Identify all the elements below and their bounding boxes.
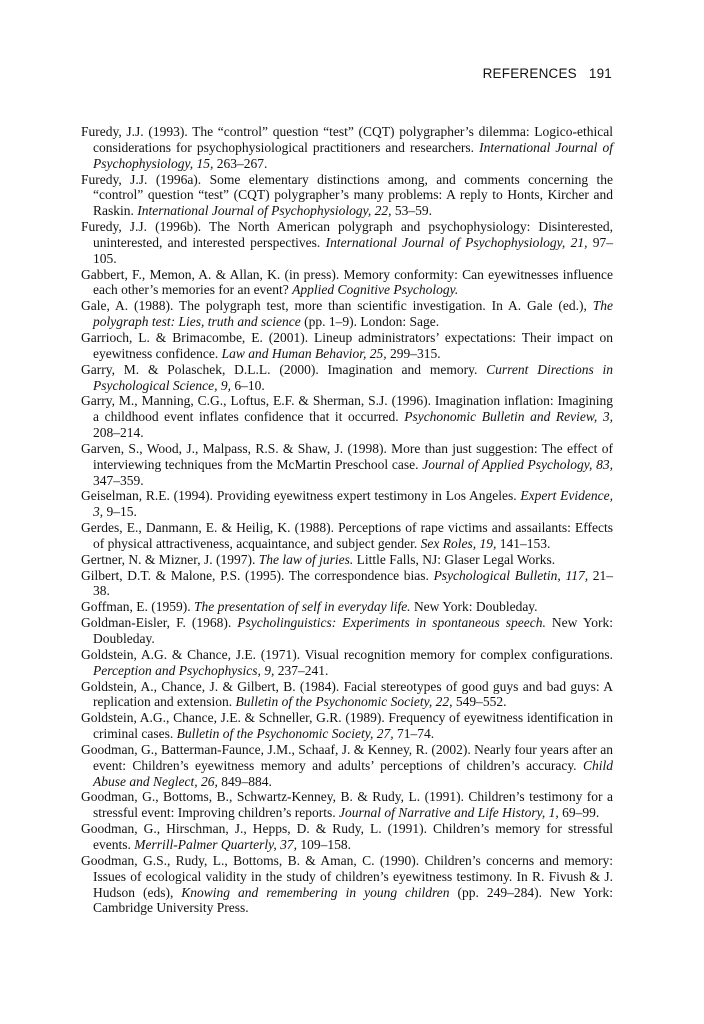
reference-entry [81, 742, 613, 790]
reference-text: Furedy, J.J. (1996b). The North American polygraph and psychophysiology: Disinterested, uninterested, and interested perspectives. [81, 219, 613, 250]
reference-entry [81, 520, 613, 552]
running-header [483, 66, 612, 81]
reference-entry [81, 172, 613, 220]
reference-text: Furedy, J.J. (1993). The “control” question “test” (CQT) polygrapher’s dilemma: Logico-ethical considerations for psychophysiological practitioners and researchers. [81, 124, 613, 155]
reference-source-italic: International Journal of Psychophysiology, 21, [325, 234, 588, 250]
reference-text: Geiselman, R.E. (1994). Providing eyewitness expert testimony in Los Angeles. [81, 488, 521, 504]
reference-text: 263–267. [213, 155, 268, 171]
reference-list [81, 124, 613, 916]
reference-entry [81, 615, 613, 647]
reference-source-italic: Psychonomic Bulletin and Review, 3, [404, 409, 613, 425]
reference-entry [81, 679, 613, 711]
reference-text: New York: Doubleday. [93, 615, 613, 646]
reference-text: Goodman, G., Bottoms, B., Schwartz-Kenney, B. & Rudy, L. (1991). Children’s testimony for a stressful event: Improving children’s reports. [81, 789, 613, 821]
reference-entry [81, 441, 613, 489]
reference-text: Gertner, N. & Mizner, J. (1997). [81, 551, 259, 567]
reference-entry [81, 647, 613, 679]
reference-text: Goldman-Eisler, F. (1968). [81, 615, 238, 631]
page-number: 191 [588, 66, 612, 81]
reference-entry [81, 362, 613, 394]
reference-text: 549–552. [452, 694, 507, 710]
reference-text: Goldstein, A.G. & Chance, J.E. (1971). Visual recognition memory for complex configurations. [81, 646, 613, 662]
reference-text: Goodman, G.S., Rudy, L., Bottoms, B. & Aman, C. (1990). Children’s concerns and memory: Issues of ecological validity in the study of children’s eyewitness testimony. In R. Fivush & J. Hudson (eds), [81, 852, 613, 900]
reference-source-italic: Psycholinguistics: Experiments in spontaneous speech. [237, 615, 546, 631]
reference-source-italic: International Journal of Psychophysiology, 22, [137, 203, 392, 219]
reference-entry [81, 552, 613, 568]
reference-text: 9–15. [103, 504, 137, 520]
reference-text: (pp. 1–9). London: Sage. [300, 314, 440, 330]
reference-entry [81, 330, 613, 362]
reference-text: 69–99. [558, 805, 600, 821]
reference-text: 299–315. [386, 345, 441, 361]
reference-source-italic: International Journal of Psychophysiology, 15, [93, 139, 613, 171]
reference-source-italic: Applied Cognitive Psychology. [292, 282, 459, 298]
reference-source-italic: The presentation of self in everyday life. [193, 599, 411, 615]
reference-text: Garry, M., Manning, C.G., Loftus, E.F. & Sherman, S.J. (1996). Imagination inflation: Imagining a childhood event inflates confidence that it occurred. [81, 393, 613, 425]
reference-text: Goldstein, A.G., Chance, J.E. & Schneller, G.R. (1989). Frequency of eyewitness identification in criminal cases. [81, 710, 613, 742]
reference-text: 6–10. [230, 377, 265, 393]
reference-source-italic: Perception and Psychophysics, 9, [93, 662, 275, 678]
reference-text: Goffman, E. (1959). [81, 599, 194, 615]
reference-source-italic: Merrill-Palmer Quarterly, 37, [134, 836, 297, 852]
reference-source-italic: Journal of Narrative and Life History, 1, [338, 805, 559, 821]
reference-entry [81, 267, 613, 299]
reference-entry [81, 393, 613, 441]
reference-source-italic: Expert Evidence, 3, [93, 488, 613, 520]
reference-source-italic: Bulletin of the Psychonomic Society, 27, [176, 726, 394, 742]
reference-text: New York: Doubleday. [410, 599, 538, 615]
reference-source-italic: Current Directions in Psychological Science, 9, [93, 361, 614, 393]
reference-text: Goodman, G., Batterman-Faunce, J.M., Schaaf, J. & Kenney, R. (2002). Nearly four years after an event: Children’s eyewitness memory and adults’ perceptions of children’s accuracy. [81, 741, 613, 773]
reference-text: Goldstein, A., Chance, J. & Gilbert, B. (1984). Facial stereotypes of good guys and bad guys: A replication and extension. [81, 678, 613, 710]
reference-text: 208–214. [93, 425, 144, 441]
reference-text: Garry, M. & Polaschek, D.L.L. (2000). Imagination and memory. [81, 361, 487, 377]
reference-source-italic: Law and Human Behavior, 25, [221, 345, 387, 361]
reference-text: Goodman, G., Hirschman, J., Hepps, D. & Rudy, L. (1991). Children’s memory for stressful events. [81, 821, 613, 852]
reference-text: Furedy, J.J. (1996a). Some elementary distinctions among, and comments concerning the “control” question “test” (CQT) polygrapher’s many problems: A reply to Honts, Kircher and Raskin. [81, 171, 613, 219]
reference-entry [81, 568, 613, 600]
reference-entry [81, 789, 613, 821]
reference-text: (pp. 249–284). New York: Cambridge University Press. [93, 884, 613, 916]
reference-source-italic: Knowing and remembering in young children [181, 884, 450, 900]
reference-source-italic: Psychological Bulletin, 117, [433, 567, 589, 583]
reference-text: 109–158. [296, 836, 351, 852]
reference-text: 97–105. [93, 234, 613, 266]
reference-source-italic: Journal of Applied Psychology, 83, [422, 456, 613, 472]
reference-entry [81, 821, 613, 853]
reference-entry [81, 124, 613, 172]
reference-entry [81, 298, 613, 330]
reference-text: 347–359. [93, 472, 144, 488]
reference-source-italic: The polygraph test: Lies, truth and science [93, 298, 613, 330]
reference-entry [81, 710, 613, 742]
reference-source-italic: The law of juries. [258, 551, 354, 567]
reference-text: 21–38. [93, 567, 613, 599]
reference-text: 71–74. [393, 726, 435, 742]
reference-entry [81, 219, 613, 267]
reference-source-italic: Sex Roles, 19, [420, 535, 497, 551]
reference-entry [81, 488, 613, 520]
reference-text: Garrioch, L. & Brimacombe, E. (2001). Lineup administrators’ expectations: Their impact on eyewitness confidence. [81, 329, 613, 361]
reference-text: Gabbert, F., Memon, A. & Allan, K. (in press). Memory conformity: Can eyewitnesses influence each other’s memories for an event? [81, 266, 613, 298]
reference-source-italic: Bulletin of the Psychonomic Society, 22, [235, 694, 453, 710]
section-title: REFERENCES [482, 66, 577, 81]
reference-entry [81, 853, 613, 916]
reference-text: 849–884. [217, 773, 272, 789]
reference-text: Gerdes, E., Danmann, E. & Heilig, K. (1988). Perceptions of rape victims and assailants: Effects of physical attractiveness, acquaintance, and subject gender. [81, 520, 613, 551]
reference-text: 141–153. [496, 535, 551, 551]
reference-text: Little Falls, NJ: Glaser Legal Works. [353, 551, 556, 567]
reference-text: Garven, S., Wood, J., Malpass, R.S. & Shaw, J. (1998). More than just suggestion: The effect of interviewing techniques from the McMartin Preschool case. [81, 440, 613, 472]
reference-text: 53–59. [391, 203, 432, 219]
reference-text: 237–241. [274, 662, 329, 678]
reference-source-italic: Child Abuse and Neglect, 26, [93, 757, 613, 789]
reference-text: Gilbert, D.T. & Malone, P.S. (1995). The correspondence bias. [81, 567, 434, 583]
reference-entry [81, 599, 613, 615]
reference-text: Gale, A. (1988). The polygraph test, more than scientific investigation. In A. Gale (ed.), [81, 298, 593, 314]
